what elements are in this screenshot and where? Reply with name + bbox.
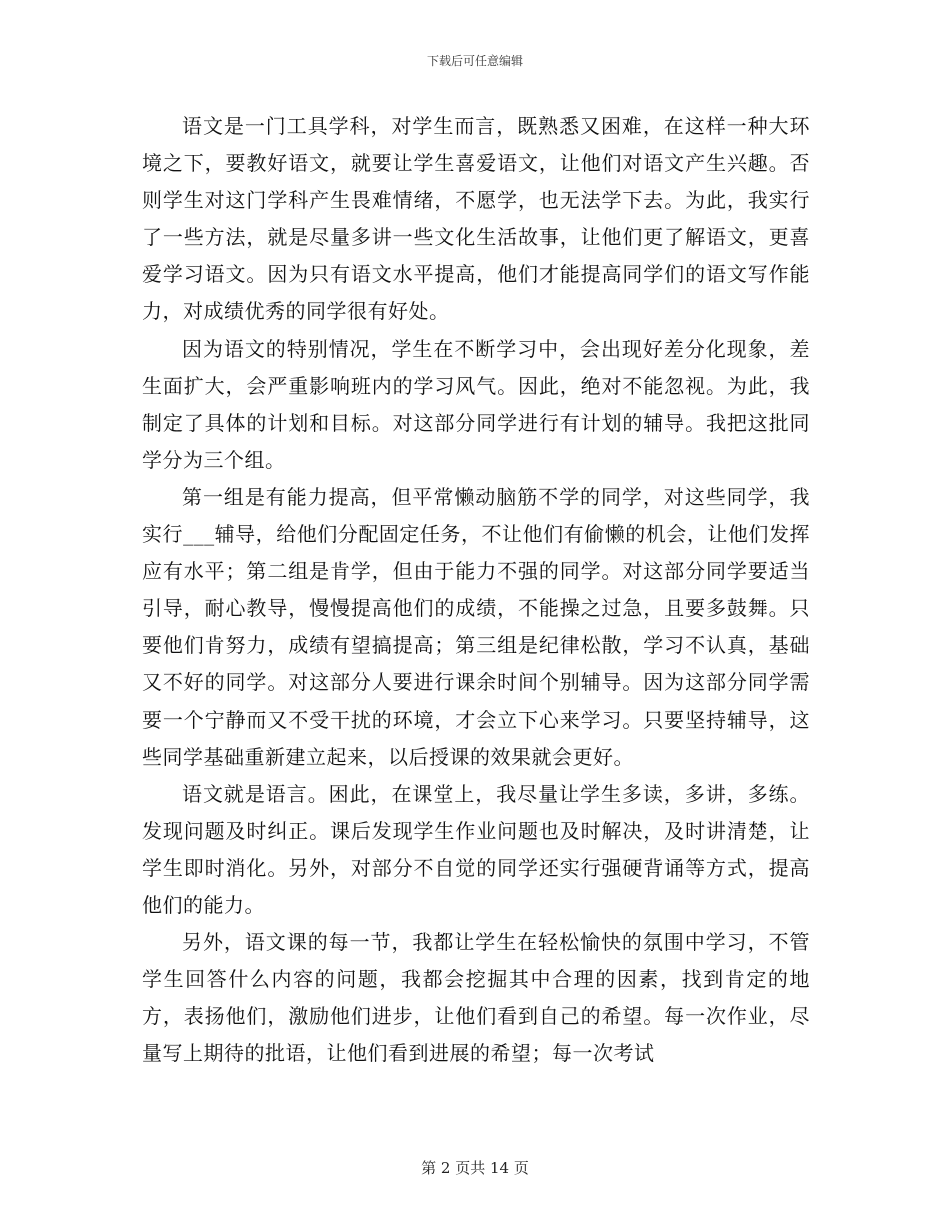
document-body <box>142 108 810 1072</box>
paragraph-4: 语文就是语言。困此，在课堂上，我尽量让学生多读，多讲，多练。发现问题及时纠正。课后发现学生作业问题也及时解决，及时讲清楚，让学生即时消化。另外，对部分不自觉的同学还实行强硬背诵等方式，提高他们的能力。 <box>142 781 810 917</box>
paragraph-1: 语文是一门工具学科，对学生而言，既熟悉又困难，在这样一种大环境之下，要教好语文，就要让学生喜爱语文，让他们对语文产生兴趣。否则学生对这门学科产生畏难情绪，不愿学，也无法学下去。为此，我实行了一些方法，就是尽量多讲一些文化生活故事，让他们更了解语文，更喜爱学习语文。因为只有语文水平提高，他们才能提高同学们的语文写作能力，对成绩优秀的同学很有好处。 <box>142 114 810 324</box>
paragraph-5: 另外，语文课的每一节，我都让学生在轻松愉快的氛围中学习，不管学生回答什么内容的问题，我都会挖掘其中合理的因素，找到肯定的地方，表扬他们，激励他们进步，让他们看到自己的希望。每一次作业，尽量写上期待的批语，让他们看到进展的希望；每一次考试 <box>142 930 810 1066</box>
paragraph-3: 第一组是有能力提高，但平常懒动脑筋不学的同学，对这些同学，我实行___辅导，给他们分配固定任务，不让他们有偷懒的机会，让他们发挥应有水平；第二组是肯学，但由于能力不强的同学。对这部分同学要适当引导，耐心教导，慢慢提高他们的成绩，不能操之过急，且要多鼓舞。只要他们肯努力，成绩有望搞提高；第三组是纪律松散，学习不认真，基础又不好的同学。对这部分人要进行课余时间个别辅导。因为这部分同学需要一个宁静而又不受干扰的环境，才会立下心来学习。只要坚持辅导，这些同学基础重新建立起来，以后授课的效果就会更好。 <box>142 484 810 769</box>
page-number: 第 2 页共 14 页 <box>421 1159 529 1177</box>
page-header: 下载后可任意编辑 <box>426 54 523 68</box>
paragraph-2: 因为语文的特别情况，学生在不断学习中，会出现好差分化现象，差生面扩大，会严重影响班内的学习风气。因此，绝对不能忽视。为此，我制定了具体的计划和目标。对这部分同学进行有计划的辅导。我把这批同学分为三个组。 <box>142 336 810 472</box>
